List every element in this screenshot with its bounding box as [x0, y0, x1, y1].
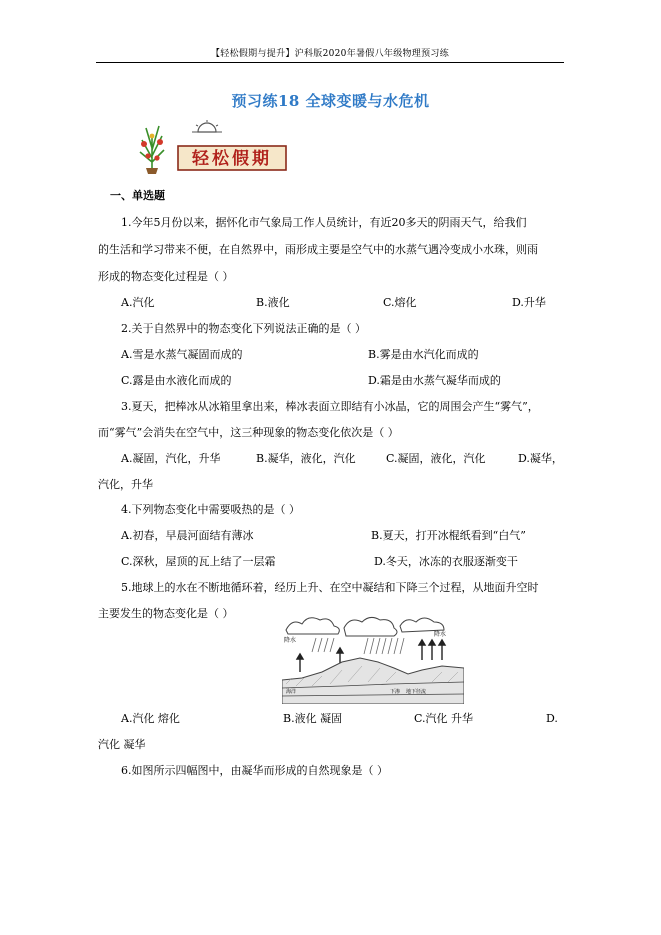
q1-line3: 形成的物态变化过程是（ ） — [98, 270, 234, 283]
label-rain-right: 降水 — [434, 631, 447, 638]
sun-icon — [192, 120, 222, 132]
water-cycle-diagram — [282, 612, 464, 704]
q1-option-d: D.升华 — [512, 296, 546, 309]
q1-line2: 的生活和学习带来不便，在自然界中，雨形成主要是空气中的水蒸气遇冷变成小水珠，则雨 — [98, 243, 538, 256]
q5-option-d-cont: 汽化 凝华 — [98, 738, 146, 751]
q1-line1: 1.今年5月份以来，据怀化市气象局工作人员统计，有近20多天的阴雨天气，给我们 — [121, 216, 527, 229]
q1-option-a: A.汽化 — [121, 296, 155, 309]
label-sea: 海洋 — [286, 689, 297, 695]
holiday-logo — [132, 118, 292, 176]
logo-text: 轻松假期 — [192, 149, 272, 169]
q2-option-d: D.霜是由水蒸气凝华而成的 — [368, 374, 501, 387]
q5-option-b: B.液化 凝固 — [283, 712, 343, 725]
q2-option-c: C.露是由水液化而成的 — [121, 374, 232, 387]
q5-option-d: D. — [546, 712, 558, 725]
section-heading: 一、单选题 — [110, 189, 165, 202]
q3-line2: 而“雾气”会消失在空气中，这三种现象的物态变化依次是（ ） — [98, 426, 399, 439]
q3-option-d-cont: 汽化，升华 — [98, 478, 153, 491]
q4-stem: 4.下列物态变化中需要吸热的是（ ） — [121, 503, 300, 516]
q3-option-b: B.凝华，液化，汽化 — [256, 452, 356, 465]
q3-option-a: A.凝固，汽化，升华 — [121, 452, 221, 465]
q1-option-c: C.熔化 — [383, 296, 417, 309]
q6-stem: 6.如图所示四幅图中，由凝华而形成的自然现象是（ ） — [121, 764, 388, 777]
q5-line1: 5.地球上的水在不断地循环着，经历上升、在空中凝结和下降三个过程，从地面升空时 — [121, 581, 539, 594]
label-groundwater: 地下径流 — [406, 689, 427, 695]
label-infiltration: 下渗 — [390, 689, 401, 695]
q3-option-d: D.凝华， — [518, 452, 563, 465]
q5-line2: 主要发生的物态变化是（ ） — [98, 607, 234, 620]
page-title: 预习练18 全球变暖与水危机 — [231, 92, 430, 110]
q5-option-a: A.汽化 熔化 — [121, 712, 180, 725]
q3-option-c: C.凝固，液化，汽化 — [386, 452, 486, 465]
plant-icon — [140, 126, 164, 174]
q2-option-b: B.雾是由水汽化而成的 — [368, 348, 479, 361]
q3-line1: 3.夏天，把棒冰从冰箱里拿出来，棒冰表面立即结有小冰晶，它的周围会产生“雾气”， — [121, 400, 539, 413]
q4-option-b: B.夏天，打开冰棍纸看到“白气” — [371, 529, 526, 542]
page-header: 【轻松假期与提升】沪科版2020年暑假八年级物理预习练 — [96, 46, 564, 63]
q4-option-c: C.深秋，屋顶的瓦上结了一层霜 — [121, 555, 276, 568]
q2-stem: 2.关于自然界中的物态变化下列说法正确的是（ ） — [121, 322, 366, 335]
q4-option-a: A.初春，早晨河面结有薄冰 — [121, 529, 254, 542]
q5-option-c: C.汽化 升华 — [414, 712, 474, 725]
q4-option-d: D.冬天，冰冻的衣服逐渐变干 — [374, 555, 518, 568]
q2-option-a: A.雪是水蒸气凝固而成的 — [121, 348, 243, 361]
label-rain-left: 降水 — [284, 637, 297, 644]
q1-option-b: B.液化 — [256, 296, 290, 309]
